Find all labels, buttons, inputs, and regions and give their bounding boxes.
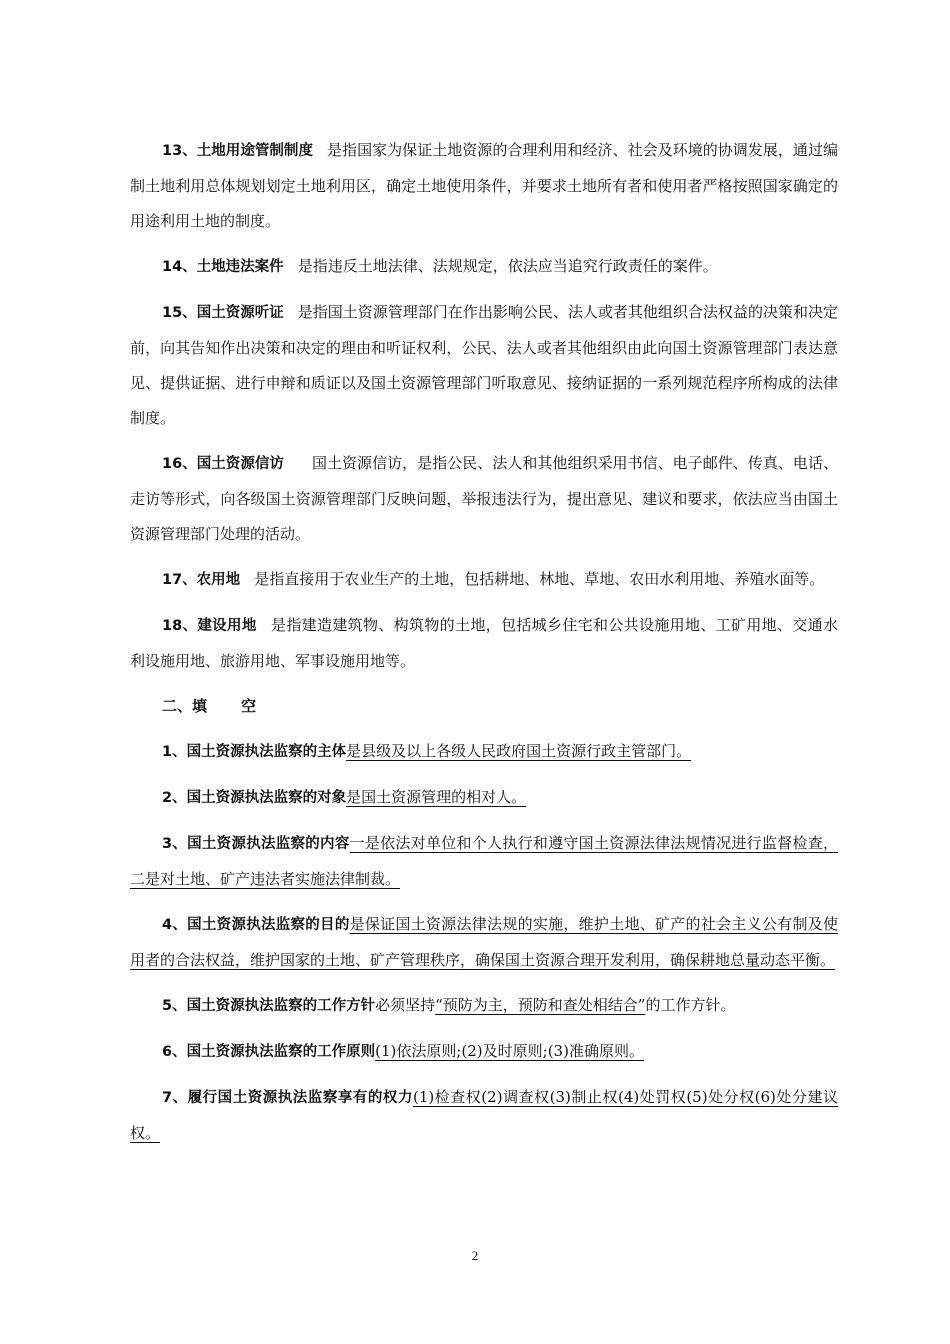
fill-item-5 <box>130 988 838 1024</box>
fill-answer: (1)依法原则;(2)及时原则;(3)准确原则。 <box>375 1042 644 1060</box>
fill-item-1 <box>130 734 838 770</box>
definition-text: 是指违反土地法律、法规规定，依法应当追究行政责任的案件。 <box>297 257 718 275</box>
definition-17 <box>130 562 838 598</box>
fill-answer: (1)检查权(2)调查权(3)制止权(4)处罚权(5)处分权(6)处分建议权。 <box>130 1088 838 1142</box>
definition-term: 15、国土资源听证 <box>162 305 284 321</box>
section-heading <box>130 689 838 724</box>
fill-question: 2、国土资源执法监察的对象 <box>162 790 347 806</box>
fill-question: 1、国土资源执法监察的主体 <box>162 744 347 760</box>
page-number: 2 <box>471 1248 479 1263</box>
definition-term: 14、土地违法案件 <box>162 259 284 275</box>
page-content <box>130 133 838 1161</box>
definition-term: 13、土地用途管制制度 <box>162 143 313 159</box>
definition-text: 是指国土资源管理部门在作出影响公民、法人或者其他组织合法权益的决策和决定前，向其告知作出决策和决定的理由和听证权利，公民、法人或者其他组织由此向国土资源管理部门表达意见、提供证据、进行申辩和质证以及国土资源管理部门听取意见、接纳证据的一系列规范程序所构成的法律制度。 <box>130 303 838 427</box>
fill-question: 4、国土资源执法监察的目的 <box>162 917 350 933</box>
definition-term: 16、国土资源信访 <box>162 456 284 472</box>
fill-suffix: 的工作方针。 <box>645 996 736 1014</box>
fill-question: 7、履行国土资源执法监察享有的权力 <box>162 1090 413 1106</box>
definition-text: 是指国家为保证土地资源的合理利用和经济、社会及环境的协调发展，通过编制土地利用总体规划划定土地利用区，确定土地使用条件，并要求土地所有者和使用者严格按照国家确定的用途利用土地的制度。 <box>130 141 838 230</box>
definition-13 <box>130 133 838 239</box>
definition-term: 17、农用地 <box>162 572 241 588</box>
definition-15 <box>130 295 838 436</box>
fill-answer: 是县级及以上各级人民政府国土资源行政主管部门。 <box>346 742 692 760</box>
fill-question: 3、国土资源执法监察的内容 <box>162 836 350 852</box>
fill-item-2 <box>130 780 838 816</box>
section-number: 二、填 <box>162 697 208 715</box>
definition-18 <box>130 608 838 679</box>
fill-answer: “预防为主，预防和查处相结合” <box>435 996 646 1014</box>
fill-item-3 <box>130 826 838 897</box>
fill-item-7 <box>130 1080 838 1151</box>
section-char: 空 <box>241 697 257 715</box>
fill-answer: 是保证国土资源法律法规的实施，维护土地、矿产的社会主义公有制及使用者的合法权益，维护国家的土地、矿产管理秩序，确保国土资源合理开发利用，确保耕地总量动态平衡。 <box>130 915 838 969</box>
definition-term: 18、建设用地 <box>162 618 257 634</box>
definition-text: 国土资源信访，是指公民、法人和其他组织采用书信、电子邮件、传真、电话、走访等形式，向各级国土资源管理部门反映问题，举报违法行为，提出意见、建议和要求，依法应当由国土资源管理部门处理的活动。 <box>130 454 838 543</box>
fill-prefix: 必须坚持 <box>375 996 436 1014</box>
fill-answer: 是国土资源管理的相对人。 <box>346 788 527 806</box>
definition-14 <box>130 249 838 285</box>
definition-text: 是指建造建筑物、构筑物的土地，包括城乡住宅和公共设施用地、工矿用地、交通水利设施用地、旅游用地、军事设施用地等。 <box>130 616 838 670</box>
fill-question: 6、国土资源执法监察的工作原则 <box>162 1044 376 1060</box>
definition-16 <box>130 446 838 552</box>
fill-item-4 <box>130 907 838 978</box>
definition-text: 是指直接用于农业生产的土地，包括耕地、林地、草地、农田水利用地、养殖水面等。 <box>254 570 825 588</box>
fill-item-6 <box>130 1034 838 1070</box>
fill-question: 5、国土资源执法监察的工作方针 <box>162 998 376 1014</box>
fill-answer: 一是依法对单位和个人执行和遵守国土资源法律法规情况进行监督检查，二是对土地、矿产违法者实施法律制裁。 <box>130 834 838 888</box>
